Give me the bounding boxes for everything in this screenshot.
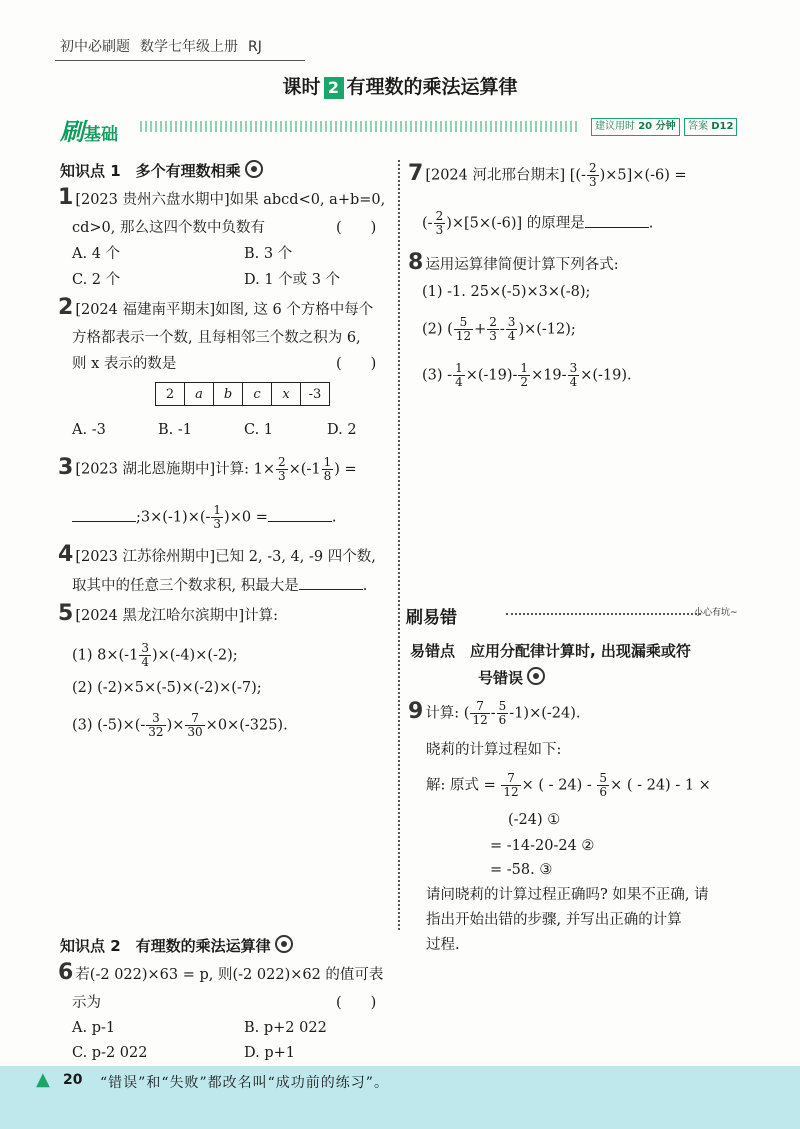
fraction: $\frac{5}{6}$ [599,771,608,799]
q7-text: [2024 河北邢台期末] [(- [425,167,586,184]
fraction: $\frac{1}{8}$ [323,455,332,483]
q8-text: (3) - [422,367,453,384]
q7-text: )×[5×(-6)] 的原理是 [446,215,585,232]
q3-text: [2023 湖北恩施期中]计算: 1× [75,461,276,478]
q4-text1: [2023 江苏徐州期中]已知 2, -3, 4, -9 四个数, [75,549,376,565]
q7-number: 7 [408,160,424,186]
target-icon [275,935,293,953]
q2-grid [155,382,330,406]
q6-option-b: B. p+2 022 [244,1020,327,1036]
error-point [410,640,691,661]
fraction: $\frac{7}{12}$ [503,771,519,799]
q9-solution-3: = -14-20-24 ② [490,838,595,854]
q8-part2 [422,316,576,343]
q9-number: 9 [408,698,424,724]
q4-line2 [72,575,367,596]
fraction: $\frac{1}{4}$ [455,361,463,389]
q3-text: ×(-1 [288,461,321,478]
q8-text: ×19- [531,367,567,384]
q6-option-c: C. p-2 022 [72,1045,148,1061]
q2-option-b: B. -1 [158,422,192,438]
basics-banner [56,112,746,146]
q2-line2: 方格都表示一个数, 且每相邻三个数之积为 6, [72,330,361,346]
fraction: $\frac{3}{32}$ [148,711,164,739]
book-name: 初中必刷题 [60,39,130,55]
q5-text: )× [166,717,185,734]
q4-period: . [362,578,368,594]
q1-option-a: A. 4 个 [72,246,121,262]
lesson-title [0,72,800,99]
book-subject: 数学七年级上册 [140,39,238,55]
q9-text: - [490,705,496,722]
brand-sub: 基础 [84,125,118,145]
q2-line1 [58,295,374,320]
q3-text: )×0 = [224,509,268,526]
error-point-text: 易错点 应用分配律计算时, 出现漏乘或符 [410,642,691,660]
fraction: $\frac{3}{4}$ [507,315,516,343]
q9-text: 解: 原式 = [426,777,496,794]
q7-text: (- [422,215,433,232]
q9-text: -1)×(-24). [509,705,581,722]
q7-line1 [408,162,687,189]
target-icon [527,667,545,685]
book-edition: RJ [248,39,262,55]
q2-number: 2 [58,295,74,320]
answer-blank[interactable] [268,507,332,522]
q4-text2: 取其中的任意三个数求积, 积最大是 [72,578,299,594]
page-number: 20 [63,1072,83,1088]
q6-option-d: D. p+1 [244,1045,295,1061]
running-header [60,36,272,56]
fraction: $\frac{3}{4}$ [141,641,149,669]
fraction: $\frac{7}{30}$ [187,711,203,739]
q4-line1 [58,542,376,567]
q1-line2 [72,218,265,238]
q1-number: 1 [58,185,74,210]
q3-number: 3 [58,454,74,480]
q5-part3 [72,712,288,739]
answer-blank[interactable] [585,213,649,228]
q3-line2 [72,504,336,531]
grid-cell: -3 [301,383,330,406]
q3-text: ) = [334,461,357,478]
q2-paren: ( ) [336,356,377,372]
q9-line1 [408,700,581,727]
fraction: $\frac{1}{2}$ [520,361,529,389]
fraction: $\frac{5}{12}$ [455,315,472,343]
q7-period: . [648,215,654,232]
q4-number: 4 [58,542,74,567]
answer-tag [684,118,737,136]
q8-text: )×(-12); [518,321,576,338]
q9-solution-2: (-24) ① [508,812,561,828]
q3-text: . [331,509,337,526]
fraction: $\frac{2}{3}$ [435,209,444,237]
q9-solution-4: = -58. ③ [490,862,553,878]
q5-text: (1) 8×(-1 [72,647,139,664]
lesson-prefix: 课时 [282,76,321,98]
fraction: $\frac{1}{3}$ [213,503,222,531]
q2-option-a: A. -3 [72,422,106,438]
q8-part1: (1) -1. 25×(-5)×3×(-8); [422,284,591,300]
q1-option-b: B. 3 个 [244,246,293,262]
q8-text: - [499,321,505,338]
q2-line3: 则 x 表示的数是 [72,356,177,372]
q1-text1: [2023 贵州六盘水期中]如果 abcd<0, a+b=0, [75,192,386,208]
q8-part3 [422,362,632,389]
erratum-banner [406,603,746,628]
q9-ask-1: 请问晓莉的计算过程正确吗? 如果不正确, 请 [426,887,709,903]
answer-blank[interactable] [72,507,136,522]
q6-text1: 若(-2 022)×63 = p, 则(-2 022)×62 的值可表 [75,967,384,983]
answer-value: D12 [711,121,734,132]
column-divider [398,160,400,930]
q1-paren: ( ) [336,220,377,236]
q9-ask-2: 指出开始出错的步骤, 并写出正确的计算 [426,912,682,928]
q2-option-d: D. 2 [327,422,357,438]
q3-line1 [58,456,357,483]
basics-brand [60,112,118,147]
brand-main: 刷 [60,118,84,146]
footer-quote: “错误”和“失败”都改名叫“成功前的练习”。 [100,1075,389,1091]
q9-solution-1 [426,772,711,799]
kp1-title: 知识点 1 多个有理数相乘 [60,162,241,180]
q7-line2 [422,210,653,237]
q1-option-c: C. 2 个 [72,272,121,288]
erratum-small: 小心有坑~ [694,608,738,618]
header-rule [55,60,305,61]
q6-paren: ( ) [336,995,377,1011]
q5-text: )×(-4)×(-2); [151,647,238,664]
q5-text: (3) (-5)×(- [72,717,146,734]
q5-number: 5 [58,601,74,626]
page-footer [0,1066,800,1129]
q6-option-a: A. p-1 [72,1020,116,1036]
fraction: $\frac{2}{3}$ [489,315,497,343]
q5-part1 [72,642,238,669]
fraction: $\frac{3}{4}$ [569,361,578,389]
kp2-title: 知识点 2 有理数的乘法运算律 [60,937,271,955]
fraction: $\frac{2}{3}$ [278,455,286,483]
q5-line1 [58,601,279,626]
erratum-brand: 刷易错 [406,608,457,628]
grid-cell: x [272,383,301,406]
q6-line1 [58,960,384,985]
time-label: 建议用时 [595,121,635,132]
q2-option-c: C. 1 [244,422,274,438]
knowledge-point-2 [60,935,293,956]
q8-text: ×(-19)- [465,367,518,384]
time-tag [591,118,680,136]
error-point-text2: 号错误 [478,669,524,687]
q6-number: 6 [58,960,74,985]
q1-line1 [58,185,386,210]
time-value: 20 分钟 [638,121,676,132]
lesson-name: 有理数的乘法运算律 [346,76,518,98]
knowledge-point-1 [60,160,263,181]
grid-cell: 2 [156,383,185,406]
q5-text: ×0×(-325). [205,717,288,734]
q6-line2: 示为 [72,995,101,1011]
q9-line2: 晓莉的计算过程如下: [426,742,562,758]
q7-text: )×5]×(-6) = [599,167,687,184]
fraction: $\frac{5}{6}$ [498,699,507,727]
q8-text: + [474,321,487,338]
target-icon [245,160,263,178]
q2-text1: [2024 福建南平期末]如图, 这 6 个方格中每个 [75,302,374,318]
answer-label: 答案 [688,121,708,132]
grid-cell: b [214,383,243,406]
q9-ask-3: 过程. [426,937,460,953]
grid-cell: c [243,383,272,406]
fraction: $\frac{2}{3}$ [588,161,597,189]
logo-icon: ▲ [36,1069,50,1090]
q1-text2: cd>0, 那么这四个数中负数有 [72,220,265,236]
grid-cell: a [185,383,214,406]
q8-text1: 运用运算律简便计算下列各式: [425,257,619,273]
q8-text: ×(-19). [580,367,632,384]
erratum-dots [506,613,701,615]
q8-number: 8 [408,250,424,275]
fraction: $\frac{7}{12}$ [472,699,488,727]
error-point-line2 [478,667,545,688]
answer-blank[interactable] [299,575,363,590]
q9-text: × ( - 24) - 1 × [610,777,711,794]
q9-text: × ( - 24) - [521,777,592,794]
q5-text1: [2024 黑龙江哈尔滨期中]计算: [75,608,279,624]
q3-text: ;3×(-1)×(- [136,509,211,526]
q9-text: 计算: ( [425,705,470,722]
lesson-number: 2 [324,77,344,99]
q8-line1 [408,250,619,275]
q8-text: (2) ( [422,321,453,338]
q1-option-d: D. 1 个或 3 个 [244,272,341,288]
banner-stripes [140,121,580,132]
q5-part2: (2) (-2)×5×(-5)×(-2)×(-7); [72,680,262,696]
